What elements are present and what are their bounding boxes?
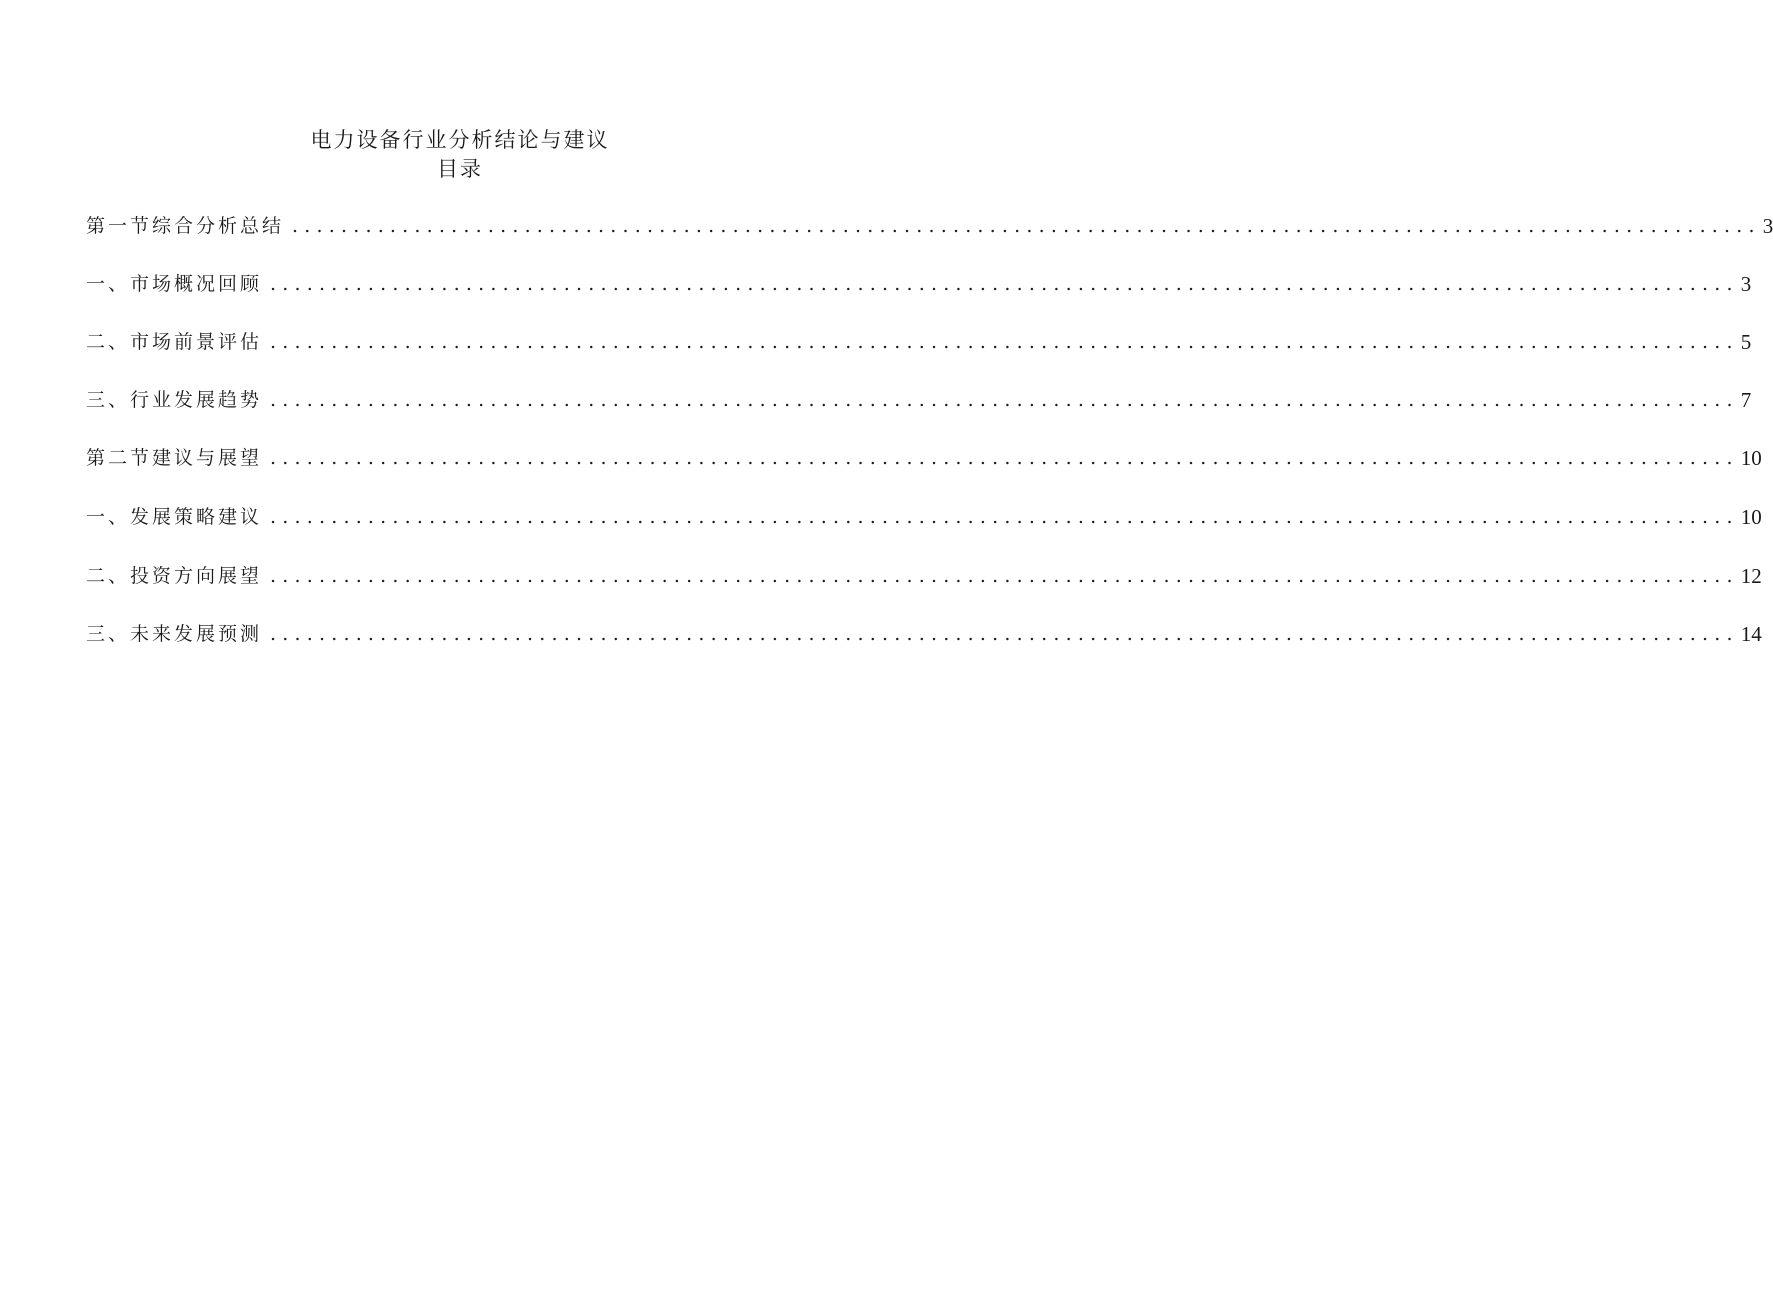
toc-entry[interactable]	[86, 384, 1752, 414]
toc-entry[interactable]	[86, 560, 1762, 590]
toc-leader-dots: ........................................................................................................................	[270, 331, 1739, 353]
toc-leader-dots: ........................................................................................................................	[270, 447, 1739, 469]
toc-heading: 目录	[437, 157, 483, 181]
toc-entry[interactable]	[86, 326, 1752, 356]
toc-entry-label: 三、行业发展趋势	[86, 389, 263, 411]
toc-entry-page: 3	[1762, 214, 1773, 238]
toc-leader-dots: ........................................................................................................................	[270, 273, 1739, 295]
toc-entry-page: 10	[1740, 505, 1762, 529]
toc-leader-dots: ........................................................................................................................	[270, 623, 1739, 645]
toc-entry-page: 14	[1740, 622, 1762, 646]
toc-entry-page: 3	[1740, 272, 1752, 296]
toc-entry-label: 第二节建议与展望	[86, 447, 263, 469]
toc-entry[interactable]	[86, 210, 1773, 240]
toc-entry-label: 二、市场前景评估	[86, 331, 263, 353]
toc-entry-page: 10	[1740, 446, 1762, 470]
toc-leader-dots: ........................................................................................................................	[292, 215, 1761, 237]
toc-entry-label: 三、未来发展预测	[86, 623, 263, 645]
toc-entry-label: 一、发展策略建议	[86, 506, 263, 528]
toc-leader-dots: ........................................................................................................................	[270, 506, 1739, 528]
toc-entry-label: 二、投资方向展望	[86, 565, 263, 587]
toc-entry-label: 一、市场概况回顾	[86, 273, 263, 295]
toc-entry-label: 第一节综合分析总结	[86, 215, 285, 237]
toc-entry-page: 5	[1740, 330, 1752, 354]
toc-entry[interactable]	[86, 442, 1762, 472]
toc-leader-dots: ........................................................................................................................	[270, 389, 1739, 411]
document-title: 电力设备行业分析结论与建议	[310, 128, 610, 152]
toc-leader-dots: ........................................................................................................................	[270, 565, 1739, 587]
toc-entry[interactable]	[86, 268, 1752, 298]
toc-entry-page: 12	[1740, 564, 1762, 588]
toc-entry-page: 7	[1740, 388, 1752, 412]
toc-entry[interactable]	[86, 501, 1762, 531]
toc-entry[interactable]	[86, 618, 1762, 648]
